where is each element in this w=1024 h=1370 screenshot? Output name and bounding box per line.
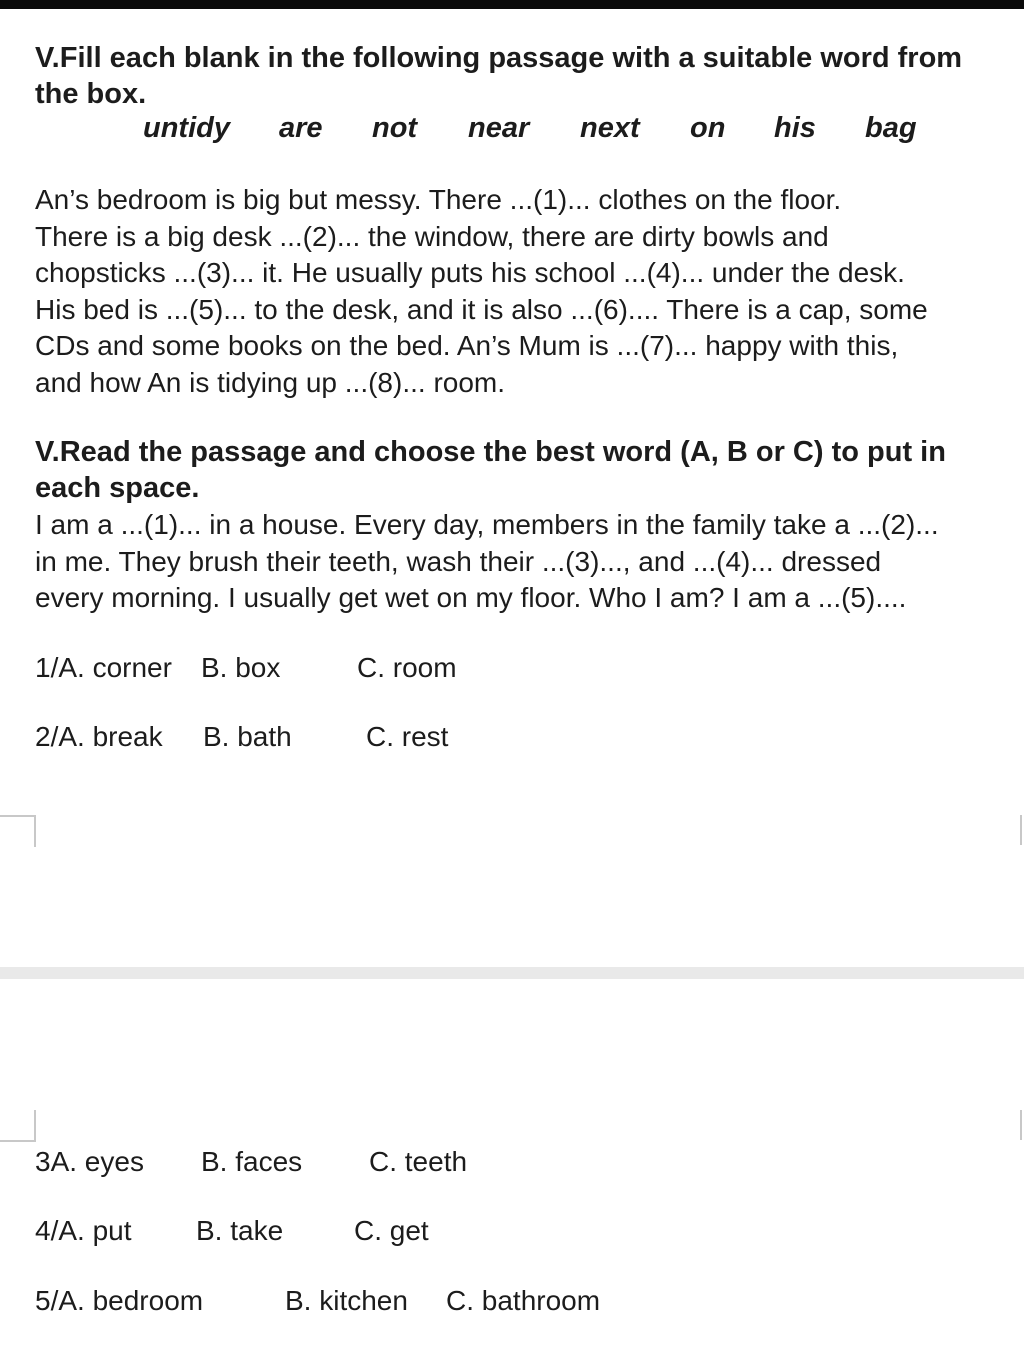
section1-passage bbox=[35, 182, 1020, 401]
passage-line: I am a ...(1)... in a house. Every day, members in the family take a ...(2)... bbox=[35, 509, 939, 540]
box-word-his: his bbox=[774, 112, 816, 144]
passage-line: An’s bedroom is big but messy. There ...(1)... clothes on the floor. bbox=[35, 184, 842, 215]
q5-option-b: B. kitchen bbox=[285, 1285, 408, 1316]
section2-title bbox=[35, 434, 1020, 506]
edge-mark-top-right bbox=[1020, 815, 1022, 845]
box-word-next: next bbox=[580, 112, 640, 144]
q1-option-a: 1/A. corner bbox=[35, 652, 172, 683]
passage-line: chopsticks ...(3)... it. He usually puts his school ...(4)... under the desk. bbox=[35, 257, 905, 288]
box-word-on: on bbox=[690, 112, 726, 144]
passage-line: in me. They brush their teeth, wash their ...(3)..., and ...(4)... dressed bbox=[35, 545, 882, 577]
section1-title-line1: V.Fill each blank in the following passage with a suitable word from bbox=[35, 42, 963, 74]
box-word-bag: bag bbox=[865, 112, 917, 144]
section2-title-line1: V.Read the passage and choose the best word (A, B or C) to put in bbox=[35, 436, 946, 468]
box-word-are: are bbox=[279, 112, 323, 144]
q1-option-b: B. box bbox=[201, 652, 281, 683]
page-divider bbox=[0, 967, 1024, 979]
passage-line: every morning. I usually get wet on my floor. Who I am? I am a ...(5).... bbox=[35, 582, 907, 613]
q4-option-c: C. get bbox=[354, 1215, 429, 1246]
q2-option-a: 2/A. break bbox=[35, 721, 163, 752]
q3-option-a: 3A. eyes bbox=[35, 1146, 144, 1177]
q5-option-c: C. bathroom bbox=[446, 1285, 601, 1316]
word-box bbox=[0, 112, 1024, 152]
q4-option-b: B. take bbox=[196, 1215, 284, 1246]
corner-mark-top bbox=[0, 815, 36, 847]
section1-title-line2: the box. bbox=[35, 78, 147, 110]
section2-title-line2: each space. bbox=[35, 472, 200, 504]
box-word-near: near bbox=[468, 112, 530, 144]
q5-option-a: 5/A. bedroom bbox=[35, 1285, 204, 1316]
box-word-untidy: untidy bbox=[143, 112, 230, 144]
q1-option-c: C. room bbox=[357, 652, 457, 683]
q2-option-c: C. rest bbox=[366, 721, 449, 752]
passage-line: There is a big desk ...(2)... the window, there are dirty bowls and bbox=[35, 220, 829, 252]
section1-title bbox=[35, 40, 1020, 112]
top-border bbox=[0, 0, 1024, 9]
q4-option-a: 4/A. put bbox=[35, 1215, 132, 1246]
corner-mark-bottom bbox=[0, 1110, 36, 1142]
passage-line: His bed is ...(5)... to the desk, and it is also ...(6).... There is a cap, some bbox=[35, 293, 928, 325]
q2-option-b: B. bath bbox=[203, 721, 292, 752]
passage-line: CDs and some books on the bed. An’s Mum is ...(7)... happy with this, bbox=[35, 330, 899, 361]
q3-option-c: C. teeth bbox=[369, 1146, 468, 1177]
edge-mark-bottom-right bbox=[1020, 1110, 1022, 1140]
section2-passage bbox=[35, 507, 1020, 617]
passage-line: and how An is tidying up ...(8)... room. bbox=[35, 366, 506, 398]
box-word-not: not bbox=[372, 112, 418, 144]
q3-option-b: B. faces bbox=[201, 1146, 303, 1177]
